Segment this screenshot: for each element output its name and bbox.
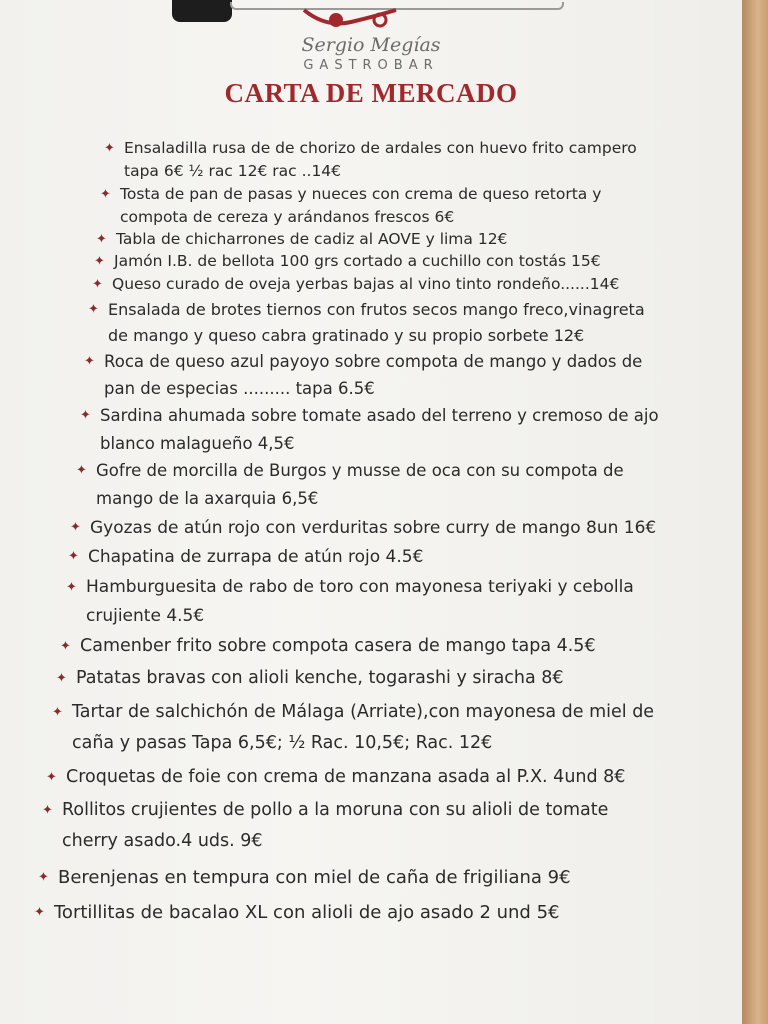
arrow-bullet-icon: ✦ — [104, 141, 115, 156]
list-item: ✦ Berenjenas en tempura con miel de caña de frigiliana 9€ — [58, 862, 571, 894]
list-item: ✦ Queso curado de oveja yerbas bajas al vino tinto rondeño......14€ — [112, 273, 619, 296]
arrow-bullet-icon: ✦ — [66, 580, 77, 595]
list-item: ✦ Jamón I.B. de bellota 100 grs cortado a cuchillo con tostás 15€ — [114, 250, 601, 273]
arrow-bullet-icon: ✦ — [100, 187, 111, 202]
list-item: ✦ Tosta de pan de pasas y nueces con crema de queso retorta y compota de cereza y arándanos frescos 6€ — [100, 185, 602, 226]
arrow-bullet-icon: ✦ — [60, 639, 71, 654]
arrow-bullet-icon: ✦ — [34, 905, 45, 920]
arrow-bullet-icon: ✦ — [70, 520, 81, 535]
list-item: ✦ Tartar de salchichón de Málaga (Arriate),con mayonesa de miel de caña y pasas Tapa 6,5€; ½ Rac. 10,5€; Rac. 12€ — [72, 697, 654, 759]
arrow-bullet-icon: ✦ — [76, 463, 87, 478]
arrow-bullet-icon: ✦ — [80, 408, 91, 423]
arrow-bullet-icon: ✦ — [92, 277, 103, 292]
clipboard-edge — [742, 0, 768, 1024]
list-item: ✦ Tabla de chicharrones de cadiz al AOVE y lima 12€ — [116, 228, 507, 251]
brand-name: Sergio Megías — [301, 34, 441, 56]
list-item: ✦ Ensaladilla rusa de de chorizo de ardales con huevo frito campero tapa 6€ ½ rac 12€ rac ..14€ — [104, 139, 637, 180]
arrow-bullet-icon: ✦ — [56, 671, 67, 686]
arrow-bullet-icon: ✦ — [68, 549, 79, 564]
list-item: ✦ Chapatina de zurrapa de atún rojo 4.5€ — [88, 543, 423, 571]
list-item: ✦ Hamburguesita de rabo de toro con mayonesa teriyaki y cebolla crujiente 4.5€ — [86, 573, 634, 631]
arrow-bullet-icon: ✦ — [94, 254, 105, 269]
arrow-bullet-icon: ✦ — [96, 232, 107, 247]
brand-subtitle: GASTROBAR — [303, 58, 439, 73]
list-item: ✦ Patatas bravas con alioli kenche, togarashi y siracha 8€ — [76, 664, 564, 693]
page-title: CARTA DE MERCADO — [224, 78, 518, 108]
list-item: ✦ Gofre de morcilla de Burgos y musse de oca con su compota de mango de la axarquia 6,5€ — [96, 457, 624, 513]
list-item: ✦ Camenber frito sobre compota casera de mango tapa 4.5€ — [80, 632, 596, 661]
list-item: ✦ Gyozas de atún rojo con verduritas sobre curry de mango 8un 16€ — [90, 514, 656, 542]
list-item: ✦ Roca de queso azul payoyo sobre compota de mango y dados de pan de especias ......... tapa 6.5€ — [104, 348, 642, 402]
arrow-bullet-icon: ✦ — [38, 870, 49, 885]
list-item: ✦ Croquetas de foie con crema de manzana asada al P.X. 4und 8€ — [66, 762, 625, 793]
list-item: ✦ Rollitos crujientes de pollo a la moruna con su alioli de tomate cherry asado.4 uds. 9€ — [62, 795, 608, 857]
list-item: ✦ Tortillitas de bacalao XL con alioli de ajo asado 2 und 5€ — [54, 897, 560, 929]
list-item: ✦ Sardina ahumada sobre tomate asado del terreno y cremoso de ajo blanco malagueño 4,5€ — [100, 402, 659, 458]
arrow-bullet-icon: ✦ — [52, 705, 63, 720]
arrow-bullet-icon: ✦ — [88, 302, 99, 317]
arrow-bullet-icon: ✦ — [46, 770, 57, 785]
arrow-bullet-icon: ✦ — [42, 803, 53, 818]
list-item: ✦ Ensalada de brotes tiernos con frutos secos mango freco,vinagreta de mango y queso cabra gratinado y su propio sorbete 12€ — [108, 297, 645, 349]
arrow-bullet-icon: ✦ — [84, 354, 95, 369]
